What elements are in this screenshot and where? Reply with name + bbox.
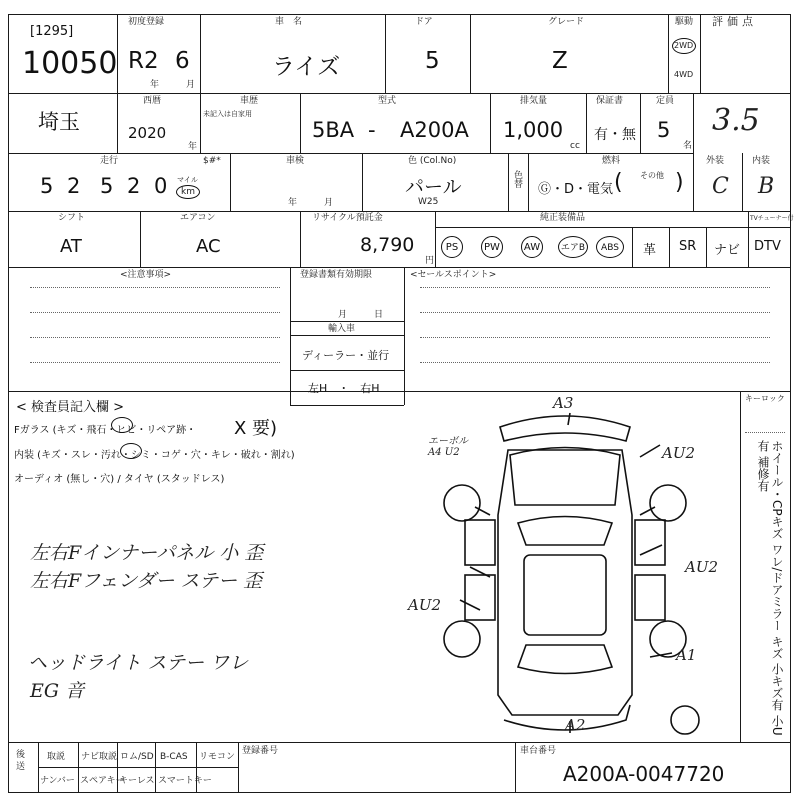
footer-item: スペアキー bbox=[80, 776, 125, 786]
fuel-options: Ⓖ・D・電気 bbox=[538, 182, 614, 197]
equip-sr: SR bbox=[679, 239, 697, 254]
mileage-mile: マイル bbox=[177, 176, 198, 184]
damage-mark-a2: A2 bbox=[565, 716, 586, 734]
footer-item: 取説 bbox=[47, 752, 66, 762]
mileage-digit: 0 bbox=[154, 174, 168, 198]
first-reg-unit: 年 月 bbox=[150, 80, 196, 90]
lot-number: 10050 bbox=[22, 46, 118, 81]
displacement-value: 1,000 bbox=[503, 118, 564, 142]
footer-item: スマートキー bbox=[158, 776, 212, 786]
equip-pw-circle: PW bbox=[481, 236, 503, 258]
inspector-title: < 検査員記入欄 > bbox=[16, 400, 125, 415]
handwritten-note: 左右Fインナーパネル 小 歪 bbox=[30, 542, 264, 564]
capacity-value: 5 bbox=[657, 118, 671, 142]
damage-mark-au2: AU2 bbox=[685, 558, 719, 576]
equip-ps-circle: PS bbox=[441, 236, 463, 258]
interior-line: 内装 (キズ・スレ・汚れ・シミ・コゲ・穴・キレ・破れ・割れ) bbox=[14, 450, 295, 461]
drive-label: 駆動 bbox=[675, 17, 694, 27]
reg-no-label: 登録番号 bbox=[242, 746, 279, 756]
recycle-label: リサイクル預託金 bbox=[312, 213, 383, 223]
equipment-label: 純正装備品 bbox=[540, 213, 586, 223]
later-label: 後送 bbox=[16, 750, 26, 772]
handwritten-note: EG 音 bbox=[30, 680, 85, 702]
caution-line bbox=[30, 312, 280, 314]
warranty-value: 有・無 bbox=[594, 127, 636, 143]
sidebar-vertical-text: ホイール・CPキズ ワレ/ドアミラー キズ 小キズ有 小U有 補修有 bbox=[756, 440, 784, 736]
damage-mark-a1: A1 bbox=[676, 646, 697, 664]
wheel-fr bbox=[650, 485, 686, 521]
history-label: 車歴 bbox=[240, 96, 259, 106]
recycle-unit: 円 bbox=[425, 256, 435, 266]
model-label: 型式 bbox=[378, 96, 397, 106]
score-value: 3.5 bbox=[712, 103, 760, 138]
color-label: 色 (Col.No) bbox=[408, 156, 457, 166]
footer-item: ナンバー bbox=[40, 776, 75, 786]
entry-number: [1295] bbox=[30, 24, 74, 39]
fuel-label: 燃料 bbox=[602, 156, 621, 166]
equip-airbag-circle: エアB bbox=[558, 236, 588, 258]
body bbox=[498, 450, 632, 715]
ac-label: エアコン bbox=[180, 213, 216, 223]
door-rl bbox=[465, 575, 495, 620]
fuel-paren-open: ( bbox=[614, 170, 623, 195]
roof bbox=[524, 555, 606, 635]
sales-line bbox=[420, 337, 770, 339]
caution-label: <注意事項> bbox=[120, 270, 172, 280]
doors-value: 5 bbox=[425, 48, 440, 74]
region: 埼玉 bbox=[38, 110, 80, 134]
meter-label: $#* bbox=[203, 156, 221, 166]
doors-label: ドア bbox=[415, 17, 433, 27]
car-name-label: 車 名 bbox=[275, 17, 303, 27]
equip-dtv: DTV bbox=[754, 239, 781, 254]
import-label: 輸入車 bbox=[328, 324, 356, 334]
inspection-label: 車検 bbox=[286, 156, 305, 166]
mileage-km: km bbox=[181, 187, 195, 197]
key-lock-label: キーロック bbox=[745, 394, 785, 403]
sales-line bbox=[420, 312, 770, 314]
mileage-digit: 5 bbox=[100, 174, 114, 198]
first-reg-month: 6 bbox=[175, 48, 190, 74]
front-bumper bbox=[500, 416, 630, 441]
year-unit: 年 bbox=[188, 142, 198, 152]
exterior-label: 外装 bbox=[706, 156, 725, 166]
score-label: 評価点 bbox=[712, 15, 757, 28]
damage-mark-au2: AU2 bbox=[408, 596, 442, 614]
footer-item: ロム/SD bbox=[120, 752, 154, 762]
model-code: A200A bbox=[400, 118, 469, 142]
equip-leather: 革 bbox=[643, 243, 657, 258]
key-lock-line bbox=[745, 432, 785, 434]
wheel-rl bbox=[444, 621, 480, 657]
sales-line bbox=[420, 362, 770, 364]
mileage-digit: 2 bbox=[127, 174, 141, 198]
footer-item: ナビ取説 bbox=[81, 752, 118, 762]
equip-navi: ナビ bbox=[714, 243, 741, 258]
rear-glass bbox=[518, 645, 612, 674]
year-value: 2020 bbox=[128, 124, 167, 142]
drive-4wd: 4WD bbox=[674, 70, 694, 79]
grade-label: グレード bbox=[548, 17, 585, 27]
reg-doc-label: 登録書類有効期限 bbox=[300, 270, 373, 280]
damage-mark-a4: エーボル A4 U2 bbox=[428, 436, 468, 458]
recycle-value: 8,790 bbox=[360, 234, 415, 256]
color-value: パール bbox=[405, 176, 462, 198]
interior-value: B bbox=[758, 174, 775, 199]
door-fr bbox=[635, 520, 665, 565]
warranty-label: 保証書 bbox=[596, 96, 624, 106]
fuel-other: その他 bbox=[640, 171, 664, 180]
glass-mark: X 要) bbox=[234, 418, 278, 439]
reg-doc-date: 月 日 bbox=[338, 310, 384, 320]
interior-label: 内装 bbox=[752, 156, 771, 166]
capacity-label: 定員 bbox=[656, 96, 675, 106]
model-dash: - bbox=[368, 118, 376, 142]
sales-point-label: <セールスポイント> bbox=[410, 270, 497, 280]
equip-aw-circle: AW bbox=[521, 236, 543, 258]
inspection-unit: 年 月 bbox=[288, 198, 334, 208]
drive-2wd: 2WD bbox=[674, 41, 694, 50]
caution-line bbox=[30, 362, 280, 364]
wheel-fl bbox=[444, 485, 480, 521]
sales-line bbox=[420, 287, 770, 289]
windshield bbox=[518, 517, 612, 546]
door-fl bbox=[465, 520, 495, 565]
caution-line bbox=[30, 337, 280, 339]
car-name: ライズ bbox=[272, 54, 341, 80]
chassis-number: A200A-0047720 bbox=[563, 762, 725, 786]
damage-mark-a3: A3 bbox=[553, 394, 574, 412]
exterior-value: C bbox=[712, 174, 729, 199]
grade-value: Z bbox=[552, 48, 568, 74]
tuner-label: TVチューナー付 bbox=[750, 215, 794, 222]
mileage-digit: 2 bbox=[67, 174, 81, 198]
caution-line bbox=[30, 287, 280, 289]
handwritten-note: 左右Fフェンダー ステー 歪 bbox=[30, 570, 263, 592]
handwritten-note: ヘッドライト ステー ワレ bbox=[28, 652, 249, 674]
color-change-label: 色替 bbox=[512, 170, 522, 188]
glass-line: Fガラス (キズ・飛石・ヒビ・リペア跡・ bbox=[14, 425, 197, 436]
year-label: 西暦 bbox=[143, 96, 162, 106]
mileage-digit: 5 bbox=[40, 174, 54, 198]
glass-stone-circle bbox=[111, 417, 133, 433]
import-hand: 左H ・ 右H bbox=[308, 382, 380, 395]
model-prefix: 5BA bbox=[312, 118, 355, 142]
displacement-label: 排気量 bbox=[520, 96, 548, 106]
footer-item: リモコン bbox=[199, 752, 236, 762]
displacement-unit: cc bbox=[570, 141, 580, 151]
capacity-unit: 名 bbox=[683, 141, 693, 151]
first-reg-label: 初度登録 bbox=[128, 17, 165, 27]
shift-label: シフト bbox=[58, 213, 86, 223]
damage-mark-au2: AU2 bbox=[662, 444, 696, 462]
interior-dirt-circle bbox=[120, 443, 142, 459]
footer-item: B-CAS bbox=[160, 752, 188, 762]
fuel-paren-close: ) bbox=[675, 170, 684, 195]
audio-line: オーディオ (無し・穴) / タイヤ (スタッドレス) bbox=[14, 474, 225, 485]
ac-value: AC bbox=[196, 236, 221, 257]
first-reg-era: R2 bbox=[128, 48, 159, 74]
import-type: ディーラー・並行 bbox=[302, 349, 390, 362]
footer-item: キーレス bbox=[119, 776, 155, 786]
mileage-label: 走行 bbox=[100, 156, 119, 166]
door-rr bbox=[635, 575, 665, 620]
color-code: W25 bbox=[418, 197, 439, 207]
spare-wheel bbox=[671, 706, 699, 734]
chassis-label: 車台番号 bbox=[520, 746, 557, 756]
hood bbox=[510, 448, 620, 506]
equip-abs-circle: ABS bbox=[596, 236, 624, 258]
shift-value: AT bbox=[60, 236, 82, 257]
history-note: 未記入は自家用 bbox=[203, 110, 252, 118]
